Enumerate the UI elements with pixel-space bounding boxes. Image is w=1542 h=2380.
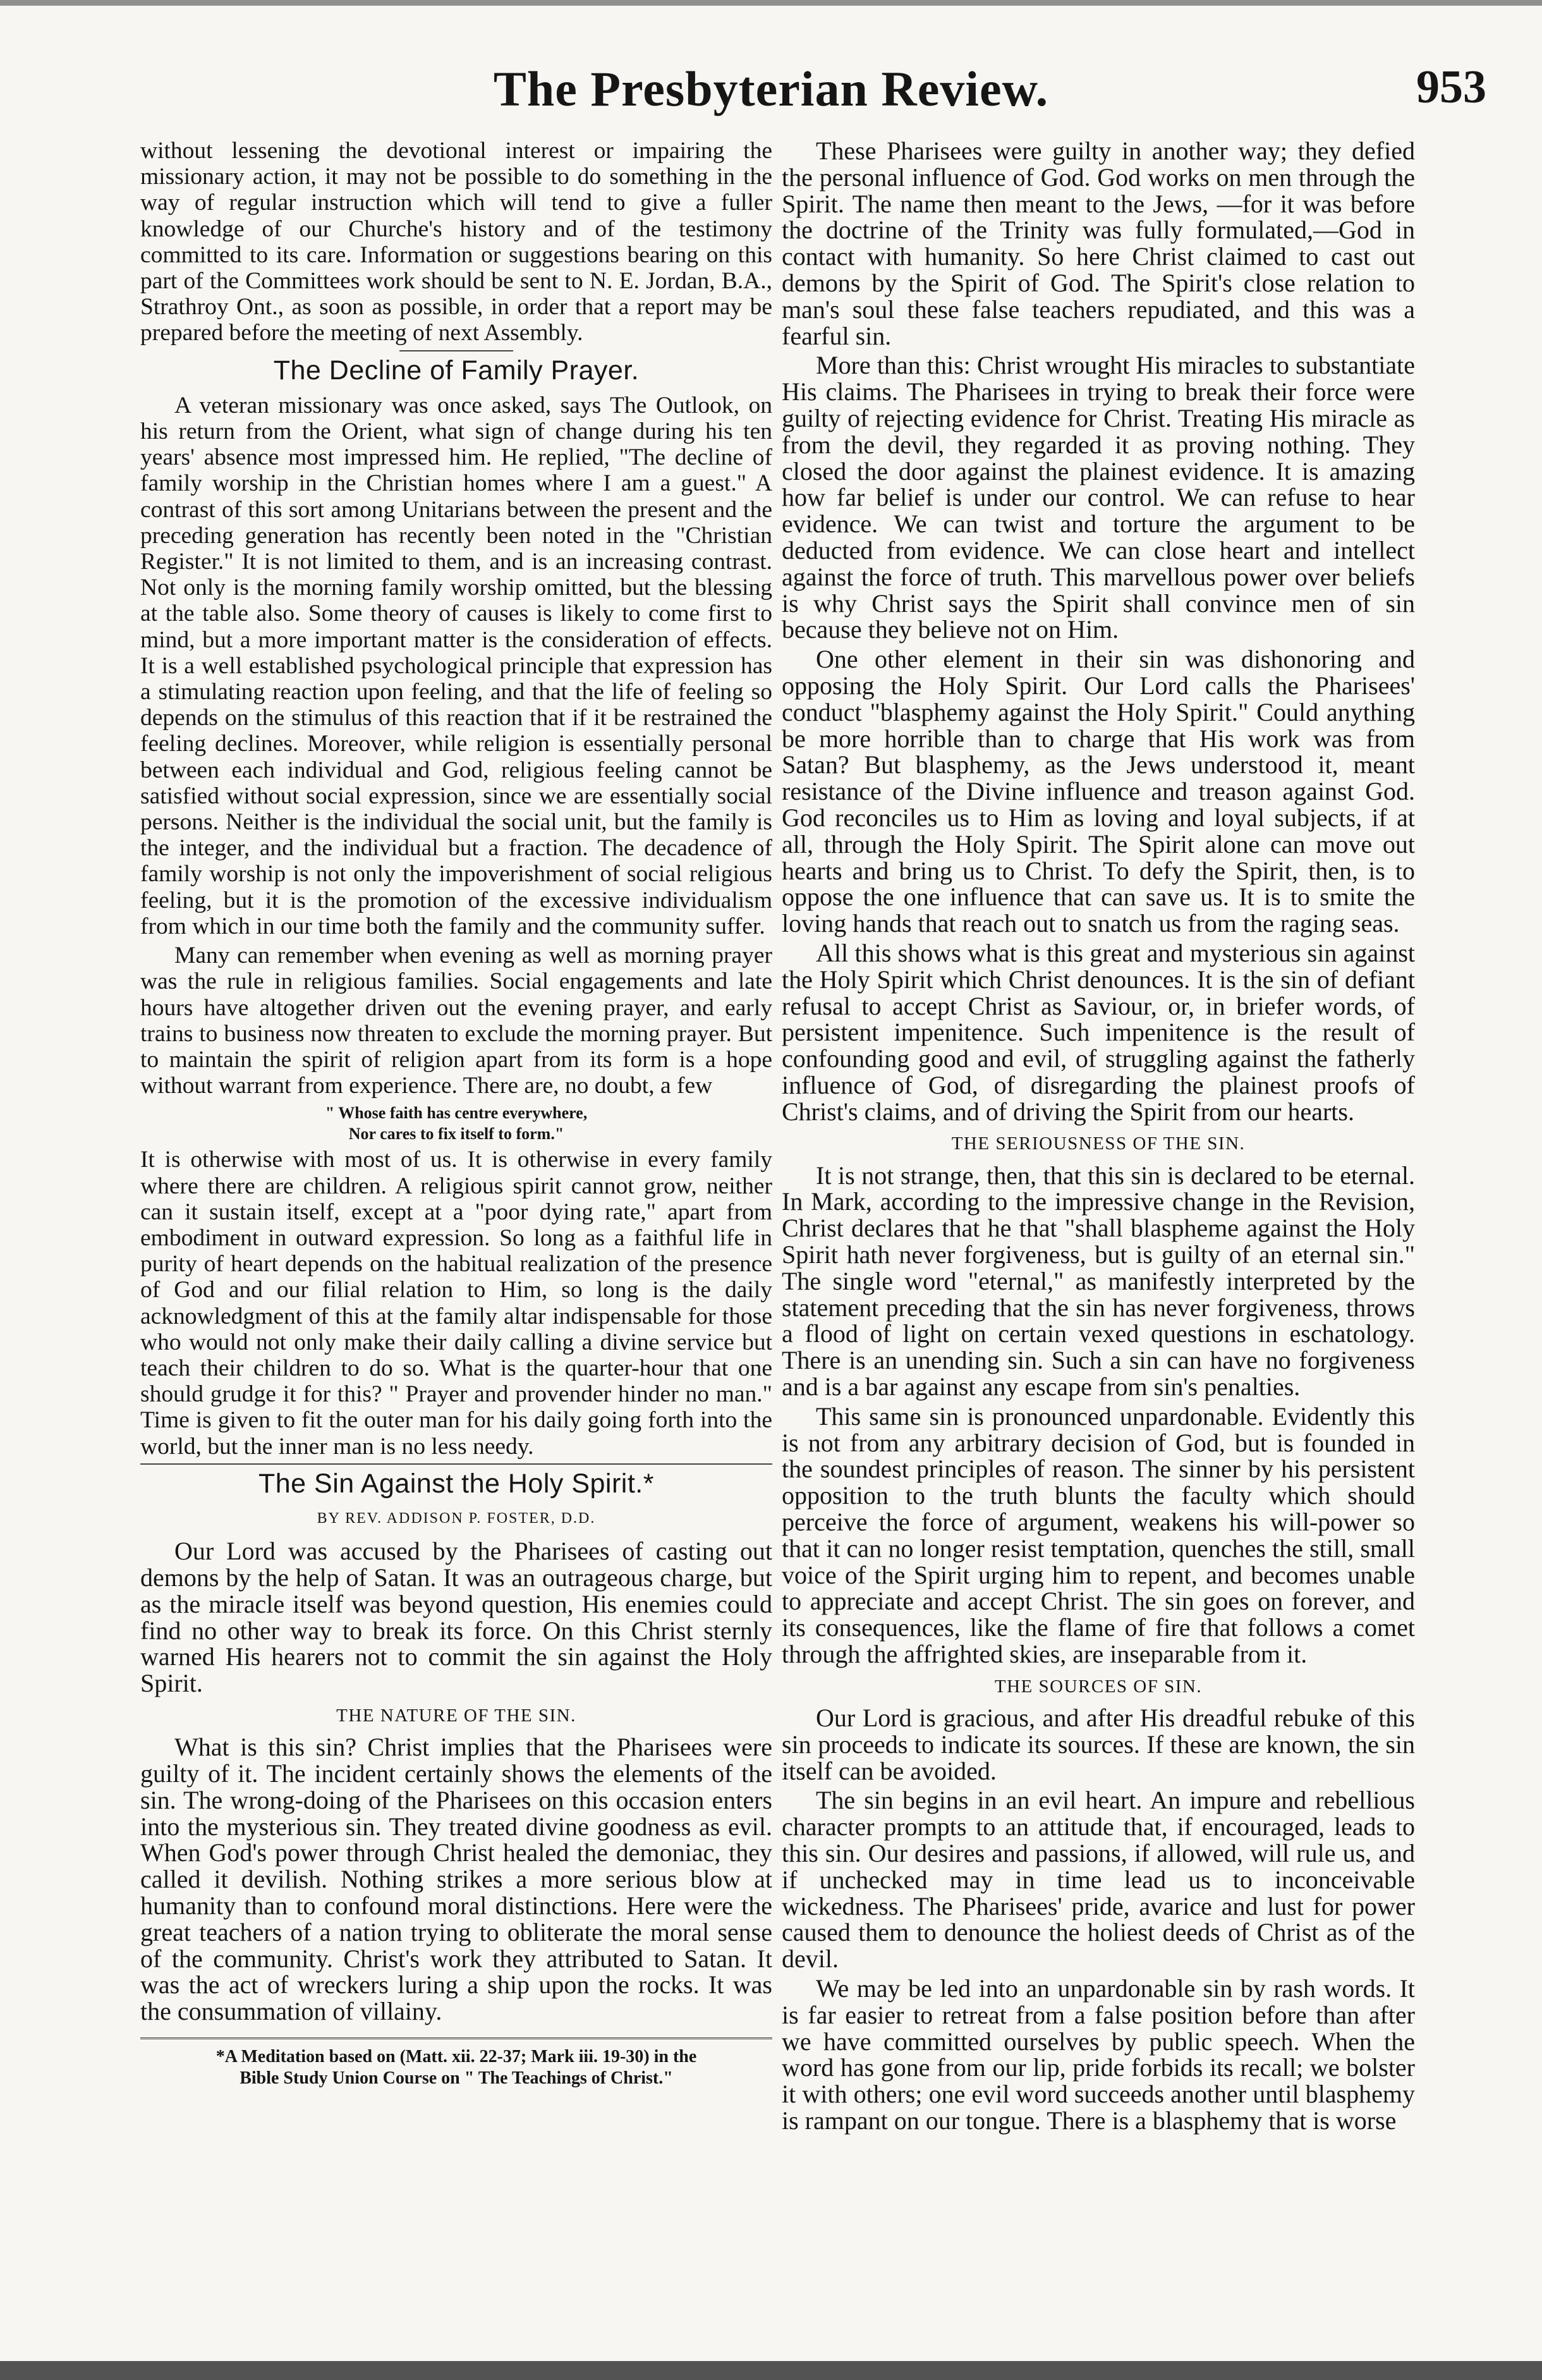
article-byline: BY REV. ADDISON P. FOSTER, D.D. bbox=[317, 1510, 596, 1527]
bottom-edge-scan-band bbox=[0, 2361, 1542, 2380]
article-paragraph: All this shows what is this great and mysterious sin against the Holy Spirit which Christ denounces. It is the sin of defiant refusal to accept Christ as Saviour, or, in briefer words, of persistent impenitence. Such impenitence is the result of confounding good and evil, of struggling against the fatherly influence of God, of disregarding the plainest proofs of Christ's claims, and of driving the Spirit from our hearts. bbox=[782, 938, 1415, 1126]
footnote bbox=[140, 2046, 772, 2089]
article-title-family-prayer: The Decline of Family Prayer. bbox=[273, 355, 640, 386]
subhead-nature: THE NATURE OF THE SIN. bbox=[336, 1705, 576, 1726]
poem-line: Nor cares to fix itself to form." bbox=[348, 1125, 564, 1144]
article-paragraph: One other element in their sin was dishonoring and opposing the Holy Spirit. Our Lord calls the Pharisees' conduct "blasphemy against the Holy Spirit." Could anything be more horrible than to charge that His work was from Satan? But blasphemy, as the Jews understood it, meant resistance of the Divine influence and treason against God. God reconciles us to Him as loving and loyal subjects, if at all, through the Holy Spirit. The Spirit alone can move out hearts and bring us to Christ. To defy the Spirit, then, is to oppose the one influence that can save us. It is to smite the loving hands that reach out to snatch us from the raging seas. bbox=[782, 645, 1415, 938]
article-paragraph: More than this: Christ wrought His miracles to substantiate His claims. The Pharisees in trying to break their force were guilty of rejecting evidence for Christ. Treating His miracle as from the devil, they regarded it as proving nothing. They closed the door against the plainest evidence. It is amazing how far belief is under our control. We can refuse to hear evidence. We can twist and torture the argument to be deducted from evidence. We can close heart and intellect against the force of truth. This marvellous power over beliefs is why Christ says the Spirit shall convince men of sin because they believe not on Him. bbox=[782, 351, 1415, 644]
subhead-seriousness: THE SERIOUSNESS OF THE SIN. bbox=[951, 1133, 1246, 1154]
footnote-line: *A Meditation based on (Matt. xii. 22-37; Mark iii. 19-30) in the bbox=[216, 2046, 697, 2066]
top-edge-scan-line bbox=[0, 0, 1542, 6]
footnote-line: Bible Study Union Course on " The Teachings of Christ." bbox=[240, 2068, 673, 2088]
subhead-sources: THE SOURCES OF SIN. bbox=[994, 1676, 1203, 1697]
section-divider bbox=[140, 1463, 772, 1465]
page-title: The Presbyterian Review. bbox=[493, 61, 1049, 116]
article-paragraph: It is not strange, then, that this sin is declared to be eternal. In Mark, according to the impressive change in the Revision, Christ declares that he that "shall blaspheme against the Holy Spirit hath never forgiveness, but is guilty of an eternal sin." The single word "eternal," as manifestly interpreted by the statement preceding that the sin has never forgiveness, throws a flood of light on certain vexed questions in eschatology. There is an unending sin. Such a sin can have no forgiveness and is a bar against any escape from sin's penalties. bbox=[782, 1161, 1415, 1401]
intro-paragraph: without lessening the devotional interest or impairing the missionary action, it may not be possible to do something in the way of regular instruction which will tend to give a fuller knowledge of our Churche's history and of the testimony committed to its care. Information or suggestions bearing on this part of the Committees work should be sent to N. E. Jordan, B.A., Strathroy Ont., as soon as possible, in order that a report may be prepared before the meeting of next Assembly. bbox=[140, 138, 772, 346]
right-column bbox=[782, 138, 1415, 2137]
footnote-rule bbox=[140, 2037, 772, 2041]
article-paragraph: Our Lord is gracious, and after His dreadful rebuke of this sin proceeds to indicate its sources. If these are known, the sin itself can be avoided. bbox=[782, 1704, 1415, 1785]
section-divider bbox=[399, 350, 513, 351]
article-title-holy-spirit: The Sin Against the Holy Spirit.* bbox=[258, 1468, 654, 1499]
article-paragraph: It is otherwise with most of us. It is otherwise in every family where there are children. A religious spirit cannot grow, neither can it sustain itself, except at a "poor dying rate," apart from embodiment in outward expression. So long as a faithful life in purity of heart depends on the habitual realization of the presence of God and our filial relation to Him, so long is the daily acknowledgment of this at the family altar indispensable for those who would not only make their daily calling a divine service but teach their children to do so. What is the quarter-hour that one should grudge it for this? " Prayer and provender hinder no man." Time is given to fit the outer man for his daily going forth into the world, but the inner man is no less needy. bbox=[140, 1147, 772, 1460]
page-number: 953 bbox=[1416, 61, 1486, 113]
left-column bbox=[140, 138, 772, 2089]
article-paragraph: These Pharisees were guilty in another way; they defied the personal influence of God. God works on men through the Spirit. The name then meant to the Jews, —for it was before the doctrine of the Trinity was fully formulated,—God in contact with humanity. So here Christ claimed to cast out demons by the Spirit of God. The Spirit's close relation to man's soul these false teachers repudiated, and this was a fearful sin. bbox=[782, 137, 1415, 350]
poem-quote bbox=[140, 1102, 772, 1144]
article-paragraph: A veteran missionary was once asked, says The Outlook, on his return from the Orient, what sign of change during his ten years' absence most impressed him. He replied, "The decline of family worship in the Christian homes where I am a guest." A contrast of this sort among Unitarians between the present and the preceding generation has recently been noted in the "Christian Register." It is not limited to them, and is an increasing contrast. Not only is the morning family worship omitted, but the blessing at the table also. Some theory of causes is likely to come first to mind, but a more important matter is the consideration of effects. It is a well established psychological principle that expression has a stimulating reaction upon feeling, and that the life of feeling so depends on the stimulus of this reaction that if it be restrained the feeling declines. Moreover, while religion is essentially personal between each individual and God, religious feeling cannot be satisfied without social expression, since we are essentially social persons. Neither is the individual the social unit, but the family is the integer, and the individual but a fraction. The decadence of family worship is not only the impoverishment of social religious feeling, but it is the promotion of the excessive individualism from which in our time both the family and the community suffer. bbox=[140, 392, 772, 939]
article-paragraph: This same sin is pronounced unpardonable. Evidently this is not from any arbitrary decision of God, but is founded in the soundest principles of reason. The sinner by his persistent opposition to the truth blunts the faculty which should perceive the force of argument, weakens his will-power so that it can no longer resist temptation, quenches the still, small voice of the Spirit urging him to repent, and becomes unable to appreciate and accept Christ. The sin goes on forever, and its consequences, like the flame of fire that follows a comet through the affrighted skies, are inseparable from it. bbox=[782, 1401, 1415, 1669]
poem-line: " Whose faith has centre everywhere, bbox=[325, 1104, 588, 1123]
article-paragraph: What is this sin? Christ implies that the Pharisees were guilty of it. The incident certainly shows the elements of the sin. The wrong-doing of the Pharisees on this occasion enters into the mysterious sin. They treated divine goodness as evil. When God's power through Christ healed the demoniac, they called it devilish. Nothing strikes a more serious blow at humanity than to confound moral distinctions. Here were the great teachers of a nation trying to obliterate the moral sense of the community. Christ's work they attributed to Satan. It was the act of wreckers luring a ship upon the rocks. It was the consummation of villainy. bbox=[140, 1733, 772, 2026]
article-paragraph: The sin begins in an evil heart. An impure and rebellious character prompts to an attitude that, if encouraged, leads to this sin. Our desires and passions, if allowed, will rule us, and if unchecked may in time lead us to inconceivable wickedness. The Pharisees' pride, avarice and lust for power caused them to denounce the holiest deeds of Christ as of the devil. bbox=[782, 1786, 1415, 1974]
article-paragraph: Many can remember when evening as well as morning prayer was the rule in religious families. Social engagements and late hours have altogether driven out the evening prayer, and early trains to business now threaten to exclude the morning prayer. But to maintain the spirit of religion apart from its form is a hope without warrant from experience. There are, no doubt, a few bbox=[140, 943, 772, 1099]
page-header bbox=[0, 61, 1542, 130]
article-paragraph: We may be led into an unpardonable sin by rash words. It is far easier to retreat from a false position before than after we have committed ourselves by public speech. When the word has gone from our lip, pride forbids its recall; we bolster it with others; one evil word succeeds another until blasphemy is rampant on our tongue. There is a blasphemy that is worse bbox=[782, 1974, 1415, 2135]
article-paragraph: Our Lord was accused by the Pharisees of casting out demons by the help of Satan. It was an outrageous charge, but as the miracle itself was beyond question, His enemies could find no other way to break its force. On this Christ sternly warned His hearers not to commit the sin against the Holy Spirit. bbox=[140, 1537, 772, 1698]
